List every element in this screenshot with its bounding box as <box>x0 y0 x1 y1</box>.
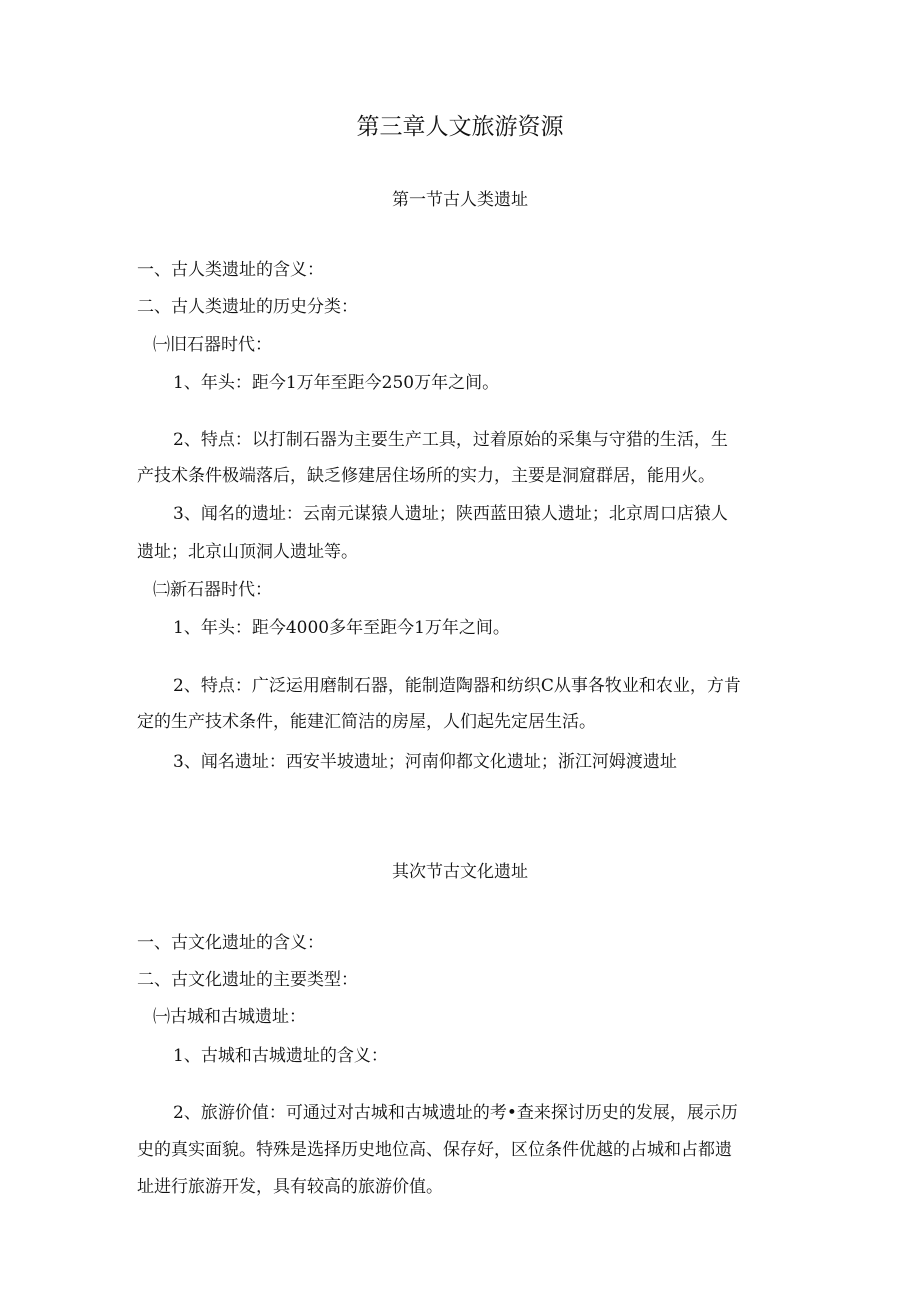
neolithic-item-3: 3、闻名遗址：西安半坡遗址；河南仰都文化遗址；浙江河姆渡遗址 <box>173 752 677 772</box>
paleolithic-item-3-line-1: 3、闻名的遗址：云南元谋猿人遗址；陕西蓝田猿人遗址；北京周口店猿人 <box>173 504 728 524</box>
neolithic-item-2-line-1: 2、特点：广泛运用磨制石器，能制造陶器和纺织C从事各牧业和农业，方肯 <box>173 676 741 696</box>
paragraph-definition-2: 一、古文化遗址的含义： <box>137 933 324 953</box>
chapter-title: 第三章人文旅游资源 <box>356 114 564 140</box>
paragraph-definition-1: 一、古人类遗址的含义： <box>137 260 324 280</box>
subheading-paleolithic: ㈠旧石器时代： <box>153 335 272 355</box>
paleolithic-item-1: 1、年头：距今1万年至距今250万年之间。 <box>173 373 500 393</box>
subheading-neolithic: ㈡新石器时代： <box>153 580 272 600</box>
paragraph-classification-1: 二、古人类遗址的历史分类： <box>137 297 358 317</box>
subheading-ancient-city: ㈠古城和古城遗址： <box>153 1007 306 1027</box>
ancient-city-item-2-line-3: 址进行旅游开发，具有较高的旅游价值。 <box>137 1177 443 1197</box>
ancient-city-item-2-line-2: 史的真实面貌。特殊是选择历史地位高、保存好，区位条件优越的占城和占都遗 <box>137 1140 732 1160</box>
paleolithic-item-2-line-2: 产技术条件极端落后，缺乏修建居住场所的实力，主要是洞窟群居，能用火。 <box>137 466 715 486</box>
section-title-1: 第一节古人类遗址 <box>392 190 528 210</box>
section-title-2: 其次节古文化遗址 <box>392 862 528 882</box>
paleolithic-item-3-line-2: 遗址；北京山顶洞人遗址等。 <box>137 542 358 562</box>
neolithic-item-2-line-2: 定的生产技术条件，能建汇简洁的房屋，人们起先定居生活。 <box>137 712 596 732</box>
ancient-city-item-1: 1、古城和古城遗址的含义： <box>173 1046 388 1066</box>
paleolithic-item-2-line-1: 2、特点：以打制石器为主要生产工具，过着原始的采集与守猎的生活，生 <box>173 430 728 450</box>
ancient-city-item-2-line-1: 2、旅游价值：可通过对古城和古城遗址的考•查来探讨历史的发展，展示历 <box>173 1103 738 1123</box>
neolithic-item-1: 1、年头：距今4000多年至距今1万年之间。 <box>173 618 510 638</box>
paragraph-types-2: 二、古文化遗址的主要类型： <box>137 970 358 990</box>
